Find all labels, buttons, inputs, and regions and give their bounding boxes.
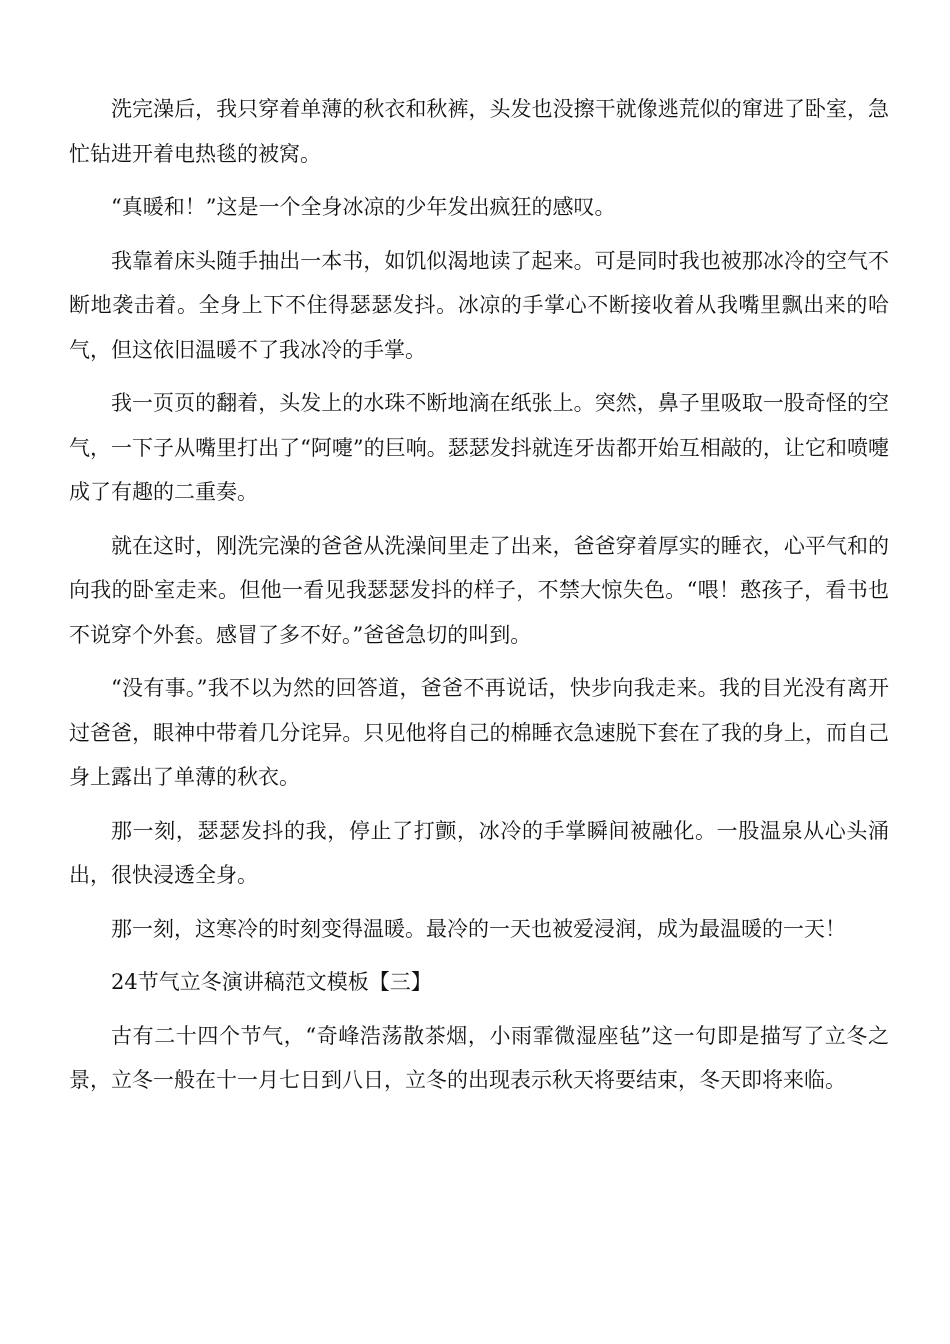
paragraph: “真暖和！”这是一个全身冰凉的少年发出疯狂的感叹。 bbox=[111, 195, 616, 219]
paragraph: 洗完澡后，我只穿着单薄的秋衣和秋裤，头发也没擦干就像逃荒似的窜进了卧室，急忙钻进开着电热毯的被窝。 bbox=[69, 97, 889, 166]
paragraph: 那一刻，瑟瑟发抖的我，停止了打颤，冰冷的手掌瞬间被融化。一股温泉从心头涌出，很快浸透全身。 bbox=[69, 818, 889, 887]
paragraph: 我一页页的翻着，头发上的水珠不断地滴在纸张上。突然，鼻子里吸取一股奇怪的空气，一下子从嘴里打出了“阿嚏”的巨响。瑟瑟发抖就连牙齿都开始互相敲的，让它和喷嚏成了有趣的二重奏。 bbox=[69, 391, 889, 504]
section-heading: 24节气立冬演讲稿范文模板【三】 bbox=[111, 970, 432, 994]
document-body bbox=[69, 87, 889, 1112]
paragraph: 我靠着床头随手抽出一本书，如饥似渴地读了起来。可是同时我也被那冰冷的空气不断地袭击着。全身上下不住得瑟瑟发抖。冰凉的手掌心不断接收着从我嘴里飘出来的哈气，但这依旧温暖不了我冰冷的手掌。 bbox=[69, 248, 889, 362]
paragraph: 就在这时，刚洗完澡的爸爸从洗澡间里走了出来，爸爸穿着厚实的睡衣，心平气和的向我的卧室走来。但他一看见我瑟瑟发抖的样子，不禁大惊失色。“喂！憨孩子，看书也不说穿个外套。感冒了多不好。”爸爸急切的叫到。 bbox=[69, 533, 889, 647]
paragraph: 那一刻，这寒冷的时刻变得温暖。最冷的一天也被爱浸润，成为最温暖的一天！ bbox=[111, 916, 846, 941]
paragraph: 古有二十四个节气，“奇峰浩荡散茶烟，小雨霏微湿座毡”这一句即是描写了立冬之景，立冬一般在十一月七日到八日，立冬的出现表示秋天将要结束，冬天即将来临。 bbox=[69, 1023, 889, 1092]
paragraph: “没有事。”我不以为然的回答道，爸爸不再说话，快步向我走来。我的目光没有离开过爸爸，眼神中带着几分诧异。只见他将自己的棉睡衣急速脱下套在了我的身上，而自己身上露出了单薄的秋衣。 bbox=[69, 676, 889, 789]
